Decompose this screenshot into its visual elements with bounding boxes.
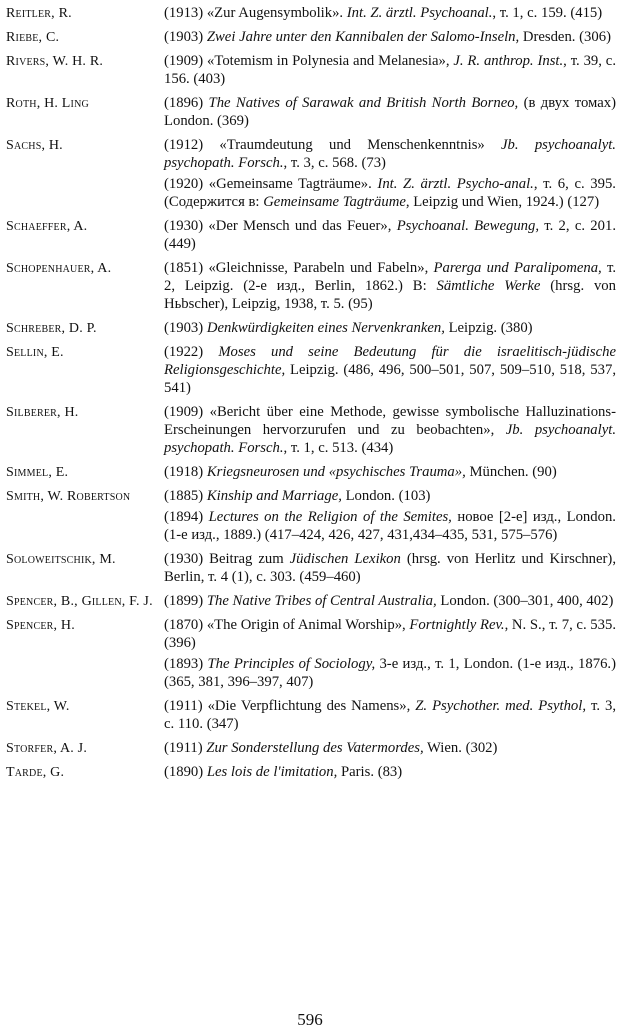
bibliography-entry [6,259,616,316]
reference-text [164,403,616,457]
reference-segment: (в двух томах) London. (369) [164,95,616,129]
reference-text [164,616,616,652]
author-name: Schaeffer, A. [6,219,88,234]
reference-list [164,487,616,547]
author-name: Roth, H. Ling [6,96,89,111]
reference-title: The Principles of Sociology, [207,656,376,672]
reference-text [164,319,616,337]
author-name: Simmel, E. [6,465,69,480]
author-name: Spencer, B., Gillen, F. J. [6,594,153,609]
bibliography-list [6,4,616,784]
bibliography-entry [6,4,616,25]
reference-text [164,763,616,781]
reference-segment: Paris. (83) [337,764,403,780]
reference-segment: München. (90) [465,464,557,480]
reference-title: Kinship and Marriage, [206,488,342,504]
reference-title: Jb. psychoanalyt. psychopath. Forsch. [164,137,616,171]
reference-title: Int. Z. ärztl. Psycho-anal. [377,176,534,192]
reference-list [164,259,616,316]
reference-list [164,319,616,340]
reference-segment: (hrsg. von Herlitz und Kirschner), Berlin, т. 4 (1), с. 303. (459–460) [164,551,616,585]
reference-segment: (1912) «Traumdeutung und Menschenkenntnis» [164,137,502,153]
reference-segment: (1870) «The Origin of Animal Worship», [164,617,410,633]
reference-title: Lectures on the Religion of the Semites, [208,509,452,525]
reference-text [164,343,616,397]
author-name: Sellin, E. [6,345,64,360]
reference-text [164,655,616,691]
reference-segment: (1851) «Gleichnisse, Parabeln und Fabeln», [164,260,434,276]
reference-segment: (1911) «Die Verpflichtung des Namens», [164,698,416,714]
reference-segment: (1899) [164,593,207,609]
author-name: Tarde, G. [6,765,65,780]
reference-text [164,592,616,610]
bibliography-entry [6,697,616,736]
reference-segment: 3-е изд., т. 1, London. (1-е изд., 1876.) (365, 381, 396–397, 407) [164,656,616,690]
reference-segment: (hrsg. von Hьbscher), Leipzig, 1938, т. 5. (95) [164,278,616,312]
reference-title: Fortnightly Rev. [409,617,505,633]
reference-segment: Dresden. (306) [519,29,611,45]
reference-segment: (1909) «Totemism in Polynesia and Melanesia», [164,53,454,69]
reference-segment: (1930) Beitrag zum [164,551,290,567]
bibliography-entry [6,319,616,340]
reference-segment: , т. 3, с. 568. (73) [283,155,386,171]
reference-list [164,94,616,133]
reference-text [164,550,616,586]
reference-segment: (1911) [164,740,207,756]
reference-segment: , N. S., т. 7, с. 535. (396) [164,617,617,651]
bibliography-entry [6,616,616,694]
reference-segment: новое [2-е] изд., London. (1-е изд., 1889.) (417–424, 426, 427, 431,434–435, 531, 575–576) [164,509,616,543]
reference-text [164,28,616,46]
reference-text [164,487,616,505]
author-name: Rivers, W. H. R. [6,54,104,69]
reference-text [164,136,616,172]
bibliography-entry [6,592,616,613]
reference-segment: (1918) [164,464,207,480]
reference-title: Denkwürdigkeiten eines Nervenkranken, [206,320,445,336]
reference-text [164,52,616,88]
bibliography-entry [6,739,616,760]
reference-title: Zwei Jahre unter den Kannibalen der Salomo-Inseln, [206,29,520,45]
reference-segment: , т. 39, с. 156. (403) [164,53,616,87]
reference-segment: (1893) [164,656,208,672]
bibliography-entry [6,343,616,400]
reference-text [164,508,616,544]
reference-segment: (1896) [164,95,209,111]
reference-title: The Natives of Sarawak and British North Borneo, [208,95,519,111]
reference-list [164,763,616,784]
reference-segment: (1903) [164,29,207,45]
reference-text [164,94,616,130]
reference-list [164,343,616,400]
reference-segment: (1913) «Zur Augensymbolik». [164,5,347,21]
reference-text [164,697,616,733]
reference-segment: (1890) [164,764,207,780]
reference-segment: , Leipzig und Wien, 1924.) (127) [405,194,600,210]
reference-list [164,592,616,613]
reference-segment: (1920) «Gemeinsame Tagträume». [164,176,378,192]
reference-list [164,52,616,91]
reference-segment: London. (103) [341,488,431,504]
reference-list [164,616,616,694]
reference-title: Sämtliche Werke [436,278,541,294]
bibliography-entry [6,763,616,784]
reference-title: Moses und seine Bedeutung für die israelitisch-jüdische Religionsgeschichte, [164,344,616,378]
author-name: Sachs, H. [6,138,63,153]
reference-list [164,4,616,25]
author-name: Riebe, C. [6,30,60,45]
bibliography-entry [6,94,616,133]
reference-segment: (1909) «Bericht über eine Methode, gewisse symbolische Halluzinations-Erscheinungen hervorzurufen und zu beobachten», [164,404,616,438]
author-name: Storfer, A. J. [6,741,88,756]
reference-segment: Leipzig. (380) [444,320,533,336]
reference-title: Gemeinsame Tagträume [263,194,406,210]
author-name: Soloweitschik, M. [6,552,116,567]
reference-segment: т. 2, с. 201. (449) [164,218,616,252]
reference-list [164,463,616,484]
bibliography-entry [6,463,616,484]
reference-title: Kriegsneurosen und «psychisches Trauma», [206,464,466,480]
reference-segment: (1894) [164,509,209,525]
reference-title: J. R. anthrop. Inst. [453,53,564,69]
bibliography-entry [6,550,616,589]
author-name: Stekel, W. [6,699,70,714]
reference-title: Les lois de l'imitation, [206,764,338,780]
reference-segment: , т. 1, с. 159. (415) [492,5,603,21]
author-name: Schreber, D. P. [6,321,97,336]
reference-list [164,739,616,760]
reference-text [164,217,616,253]
reference-segment: , т. 1, с. 513. (434) [283,440,394,456]
reference-title: Jb. psychoanalyt. psychopath. Forsch. [164,422,616,456]
reference-segment: (1922) [164,344,219,360]
reference-text [164,4,616,22]
reference-title: The Native Tribes of Central Australia, [206,593,437,609]
reference-segment: , т. 6, с. 395. (Содержится в: [164,176,616,210]
reference-segment: Wien. (302) [423,740,498,756]
author-name: Schopenhauer, A. [6,261,112,276]
reference-segment: (1903) [164,320,207,336]
reference-segment: Leipzig. (486, 496, 500–501, 507, 509–510, 518, 537, 541) [164,362,616,396]
reference-segment: London. (300–301, 400, 402) [436,593,614,609]
reference-list [164,403,616,460]
reference-list [164,28,616,49]
bibliography-entry [6,136,616,214]
reference-title: Jüdischen Lexikon [289,551,401,567]
reference-text [164,463,616,481]
bibliography-entry [6,487,616,547]
reference-segment: т. 2, Leipzig. (2-е изд., Berlin, 1862.) В: [164,260,616,294]
reference-text [164,175,616,211]
reference-segment: (1885) [164,488,207,504]
reference-title: Z. Psychother. med. Psythol, [415,698,587,714]
author-name: Spencer, H. [6,618,75,633]
bibliography-entry [6,28,616,49]
reference-title: Zur Sonderstellung des Vatermordes, [206,740,424,756]
reference-list [164,217,616,256]
bibliography-entry [6,403,616,460]
reference-title: Psychoanal. Bewegung, [396,218,540,234]
reference-title: Int. Z. ärztl. Psychoanal. [346,5,493,21]
reference-list [164,550,616,589]
author-name: Reitler, R. [6,6,72,21]
reference-segment: т. 3, с. 110. (347) [164,698,616,732]
reference-title: Parerga und Paralipomena, [433,260,602,276]
reference-text [164,259,616,313]
author-name: Smith, W. Robertson [6,489,131,504]
author-name: Silberer, H. [6,405,79,420]
bibliography-entry [6,217,616,256]
reference-segment: (1930) «Der Mensch und das Feuer», [164,218,397,234]
reference-list [164,136,616,214]
reference-text [164,739,616,757]
page-number: 596 [297,1010,323,1029]
bibliography-entry [6,52,616,91]
reference-list [164,697,616,736]
